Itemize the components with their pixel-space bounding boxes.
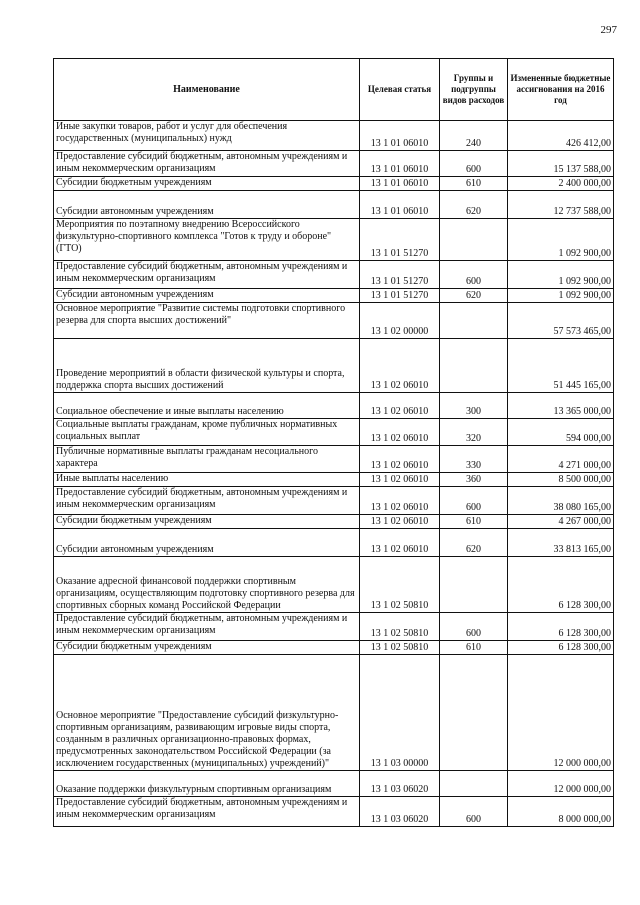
row-code: 13 1 01 06010: [360, 191, 440, 219]
row-amount: 1 092 900,00: [508, 219, 614, 261]
row-group: [440, 771, 508, 797]
row-amount: 1 092 900,00: [508, 289, 614, 303]
row-group: [440, 303, 508, 339]
row-code: 13 1 03 06020: [360, 771, 440, 797]
row-amount: 594 000,00: [508, 419, 614, 446]
table-row: [54, 557, 614, 613]
row-name: Предоставление субсидий бюджетным, автономным учреждениям и иным некоммерческим организациям: [54, 151, 360, 177]
row-code: 13 1 02 06010: [360, 515, 440, 529]
row-name: Субсидии автономным учреждениям: [54, 529, 360, 557]
table-row: [54, 339, 614, 393]
row-amount: 57 573 465,00: [508, 303, 614, 339]
row-group: 620: [440, 529, 508, 557]
row-amount: 8 500 000,00: [508, 473, 614, 487]
row-name: Социальное обеспечение и иные выплаты населению: [54, 393, 360, 419]
table-row: [54, 419, 614, 446]
table-row: [54, 655, 614, 771]
row-group: [440, 655, 508, 771]
row-code: 13 1 02 06010: [360, 473, 440, 487]
row-name: Социальные выплаты гражданам, кроме публичных нормативных социальных выплат: [54, 419, 360, 446]
row-name: Оказание поддержки физкультурным спортивным организациям: [54, 771, 360, 797]
header-group: Группы и подгруппы видов расходов: [440, 59, 508, 121]
row-code: 13 1 02 06010: [360, 446, 440, 473]
row-group: 360: [440, 473, 508, 487]
row-amount: 12 000 000,00: [508, 655, 614, 771]
row-amount: 13 365 000,00: [508, 393, 614, 419]
row-code: 13 1 01 51270: [360, 289, 440, 303]
row-group: [440, 339, 508, 393]
row-amount: 2 400 000,00: [508, 177, 614, 191]
row-group: 610: [440, 177, 508, 191]
row-name: Иные выплаты населению: [54, 473, 360, 487]
row-name: Субсидии бюджетным учреждениям: [54, 641, 360, 655]
row-amount: 33 813 165,00: [508, 529, 614, 557]
row-amount: 15 137 588,00: [508, 151, 614, 177]
row-group: 600: [440, 151, 508, 177]
row-name: Основное мероприятие "Развитие системы подготовки спортивного резерва для спорта высших достижений": [54, 303, 360, 339]
row-group: 330: [440, 446, 508, 473]
row-code: 13 1 03 00000: [360, 655, 440, 771]
table-row: [54, 446, 614, 473]
table-header-row: [54, 59, 614, 121]
row-group: 600: [440, 797, 508, 827]
table-row: [54, 219, 614, 261]
row-group: 240: [440, 121, 508, 151]
row-name: Основное мероприятие "Предоставление субсидий физкультурно-спортивным организациям, развивающим игровые виды спорта, созданным в различных организационно-правовых формах, предусмотренных законодательством Российской Федерации (за исключением государственных (муниципальных) учреждений)": [54, 655, 360, 771]
row-code: 13 1 03 06020: [360, 797, 440, 827]
table-row: [54, 261, 614, 289]
row-code: 13 1 01 51270: [360, 261, 440, 289]
row-group: 600: [440, 487, 508, 515]
header-name: Наименование: [54, 59, 360, 121]
row-code: 13 1 02 06010: [360, 339, 440, 393]
row-amount: 12 737 588,00: [508, 191, 614, 219]
row-amount: 8 000 000,00: [508, 797, 614, 827]
table-row: [54, 515, 614, 529]
row-name: Предоставление субсидий бюджетным, автономным учреждениям и иным некоммерческим организациям: [54, 797, 360, 827]
row-group: 610: [440, 515, 508, 529]
budget-table: [53, 58, 614, 827]
row-name: Субсидии автономным учреждениям: [54, 191, 360, 219]
row-code: 13 1 02 50810: [360, 641, 440, 655]
row-amount: 4 271 000,00: [508, 446, 614, 473]
table-row: [54, 487, 614, 515]
table-row: [54, 393, 614, 419]
row-amount: 4 267 000,00: [508, 515, 614, 529]
table-row: [54, 177, 614, 191]
row-name: Субсидии автономным учреждениям: [54, 289, 360, 303]
row-group: [440, 557, 508, 613]
table-row: [54, 289, 614, 303]
row-group: 300: [440, 393, 508, 419]
row-code: 13 1 02 50810: [360, 613, 440, 641]
row-amount: 6 128 300,00: [508, 641, 614, 655]
table-row: [54, 771, 614, 797]
page-number: 297: [600, 24, 617, 36]
row-code: 13 1 01 06010: [360, 177, 440, 191]
table-row: [54, 641, 614, 655]
row-group: [440, 219, 508, 261]
row-name: Предоставление субсидий бюджетным, автономным учреждениям и иным некоммерческим организациям: [54, 261, 360, 289]
row-code: 13 1 01 51270: [360, 219, 440, 261]
row-name: Предоставление субсидий бюджетным, автономным учреждениям и иным некоммерческим организациям: [54, 487, 360, 515]
row-amount: 12 000 000,00: [508, 771, 614, 797]
header-code: Целевая статья: [360, 59, 440, 121]
table-row: [54, 473, 614, 487]
table-row: [54, 797, 614, 827]
row-group: 610: [440, 641, 508, 655]
table-row: [54, 529, 614, 557]
header-amount: Измененные бюджетные ассигнования на 2016 год: [508, 59, 614, 121]
row-name: Публичные нормативные выплаты гражданам несоциального характера: [54, 446, 360, 473]
table-row: [54, 151, 614, 177]
row-code: 13 1 02 50810: [360, 557, 440, 613]
row-amount: 51 445 165,00: [508, 339, 614, 393]
row-amount: 6 128 300,00: [508, 613, 614, 641]
row-amount: 1 092 900,00: [508, 261, 614, 289]
row-code: 13 1 01 06010: [360, 121, 440, 151]
row-amount: 38 080 165,00: [508, 487, 614, 515]
row-code: 13 1 02 06010: [360, 393, 440, 419]
row-code: 13 1 02 00000: [360, 303, 440, 339]
row-code: 13 1 02 06010: [360, 419, 440, 446]
row-code: 13 1 01 06010: [360, 151, 440, 177]
row-name: Предоставление субсидий бюджетным, автономным учреждениям и иным некоммерческим организациям: [54, 613, 360, 641]
row-amount: 6 128 300,00: [508, 557, 614, 613]
row-name: Проведение мероприятий в области физической культуры и спорта, поддержка спорта высших достижений: [54, 339, 360, 393]
table-row: [54, 613, 614, 641]
row-group: 620: [440, 289, 508, 303]
row-name: Мероприятия по поэтапному внедрению Всероссийского физкультурно-спортивного комплекса "Готов к труду и обороне" (ГТО): [54, 219, 360, 261]
row-group: 320: [440, 419, 508, 446]
row-amount: 426 412,00: [508, 121, 614, 151]
table-row: [54, 121, 614, 151]
table-row: [54, 191, 614, 219]
row-code: 13 1 02 06010: [360, 529, 440, 557]
table-row: [54, 303, 614, 339]
row-name: Субсидии бюджетным учреждениям: [54, 177, 360, 191]
row-name: Оказание адресной финансовой поддержки спортивным организациям, осуществляющим подготовку спортивного резерва для спортивных сборных команд Российской Федерации: [54, 557, 360, 613]
row-group: 620: [440, 191, 508, 219]
row-group: 600: [440, 613, 508, 641]
row-group: 600: [440, 261, 508, 289]
row-code: 13 1 02 06010: [360, 487, 440, 515]
row-name: Субсидии бюджетным учреждениям: [54, 515, 360, 529]
row-name: Иные закупки товаров, работ и услуг для обеспечения государственных (муниципальных) нужд: [54, 121, 360, 151]
